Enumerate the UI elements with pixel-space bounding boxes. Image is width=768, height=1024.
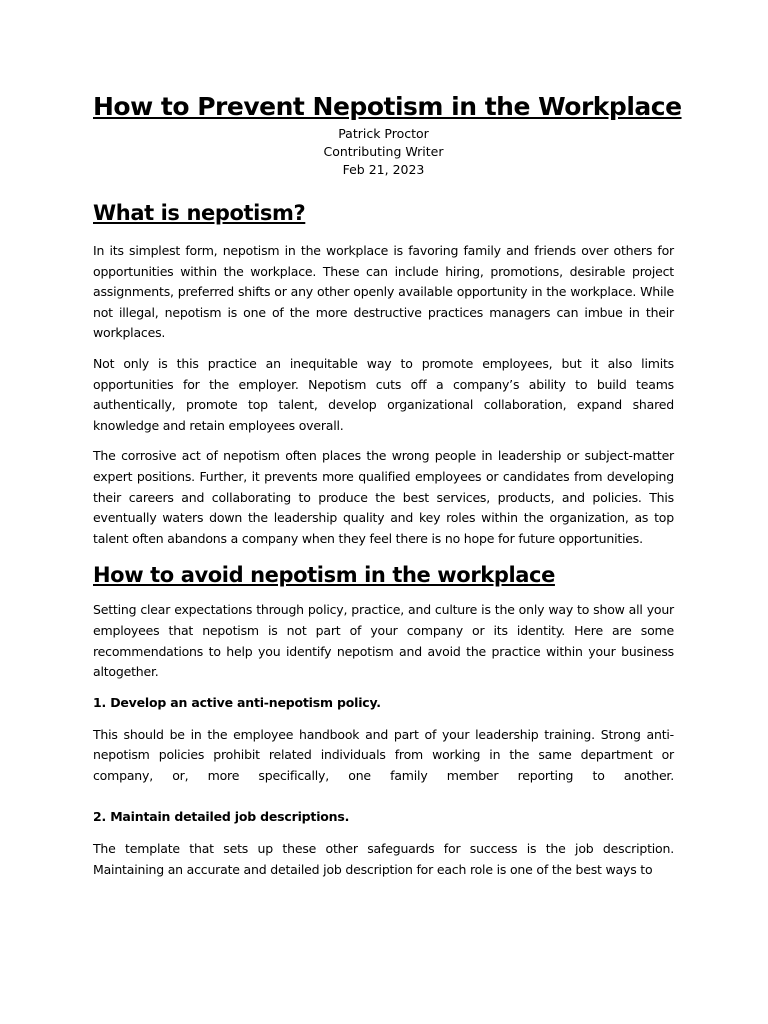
paragraph: The template that sets up these other safeguards for success is the job description. Maintaining an accurate and detailed job description for each role is one of the best ways to	[93, 841, 674, 878]
paragraph: Not only is this practice an inequitable way to promote employees, but it also limits opportunities for the employer. Nepotism cuts off a company’s ability to build teams authentically, promote top talent, develop organizational collaboration, expand shared knowledge and retain employees overall.	[93, 355, 674, 433]
paragraph: This should be in the employee handbook and part of your leadership training. Strong anti-nepotism policies prohibit related individuals from working in the same department or company, or, more specifically, one family member reporting to another.	[93, 726, 674, 783]
paragraph: In its simplest form, nepotism in the workplace is favoring family and friends over others for opportunities within the workplace. These can include hiring, promotions, desirable project assignments, preferred shifts or any other openly available opportunity in the workplace. While not illegal, nepotism is one of the more destructive practices managers can imbue in their workplaces.	[93, 243, 674, 341]
section-heading-how-to-avoid: How to avoid nepotism in the workplace	[93, 563, 555, 588]
paragraph: The corrosive act of nepotism often places the wrong people in leadership or subject-matter expert positions. Further, it prevents more qualified employees or candidates from developing their careers and collaborating to produce the best services, products, and policies. This eventually waters down the leadership quality and key roles within the organization, as top talent often abandons a company when they feel there is no hope for future opportunities.	[93, 448, 674, 546]
step-heading: 2. Maintain detailed job descriptions.	[93, 809, 350, 825]
author-role: Contributing Writer	[323, 144, 444, 159]
step-heading: 1. Develop an active anti-nepotism policy.	[93, 694, 381, 710]
section-heading-what-is-nepotism: What is nepotism?	[93, 201, 306, 225]
author-name: Patrick Proctor	[338, 126, 429, 141]
paragraph: Setting clear expectations through policy, practice, and culture is the only way to show all your employees that nepotism is not part of your company or its identity. Here are some recommendations to help you identify nepotism and avoid the practice within your business altogether.	[93, 602, 674, 680]
byline	[93, 125, 674, 179]
document-title: How to Prevent Nepotism in the Workplace	[93, 92, 682, 121]
publish-date: Feb 21, 2023	[342, 162, 425, 177]
